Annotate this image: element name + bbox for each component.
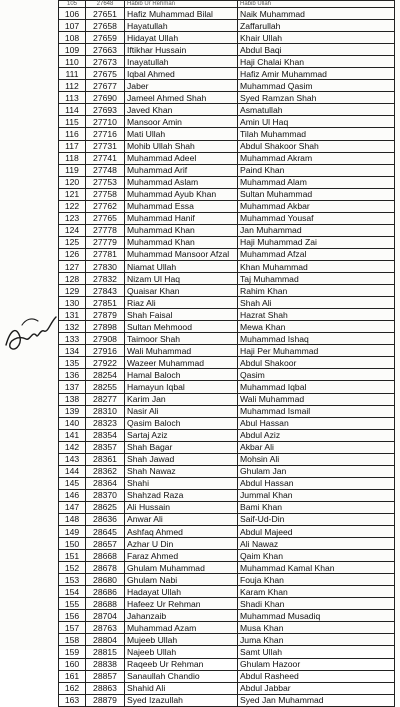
name-cell: Shahi — [125, 477, 238, 489]
table-row — [59, 140, 395, 152]
id-number-cell: 28361 — [86, 453, 125, 465]
id-number-cell: 27663 — [86, 44, 125, 56]
serial-number-cell: 125 — [59, 236, 86, 248]
father-name-cell: Amin Ul Haq — [238, 116, 395, 128]
father-name-cell: Akbar Ali — [238, 441, 395, 453]
id-number-cell: 27693 — [86, 104, 125, 116]
father-name-cell: Juma Khan — [238, 634, 395, 646]
table-row — [59, 248, 395, 260]
serial-number-cell: 121 — [59, 188, 86, 200]
father-name-cell: Muhammad Iqbal — [238, 381, 395, 393]
father-name-cell: Haji Chalai Khan — [238, 56, 395, 68]
id-number-cell: 27675 — [86, 68, 125, 80]
name-cell: Muhammad Essa — [125, 200, 238, 212]
table-row — [59, 634, 395, 646]
serial-number-cell: 161 — [59, 670, 86, 682]
table-row — [59, 465, 395, 477]
table-row — [59, 345, 395, 357]
name-cell: Mati Ullah — [125, 128, 238, 140]
handwritten-signature — [2, 295, 62, 365]
name-cell: Faraz Ahmed — [125, 550, 238, 562]
father-name-cell: Paind Khan — [238, 164, 395, 176]
father-name-cell: Abdul Aziz — [238, 429, 395, 441]
id-number-cell: 28863 — [86, 682, 125, 694]
name-cell: Inayatullah — [125, 56, 238, 68]
table-row — [59, 357, 395, 369]
serial-number-cell: 143 — [59, 453, 86, 465]
father-name-cell: Sultan Muhammad — [238, 188, 395, 200]
father-name-cell: Fouja Khan — [238, 574, 395, 586]
father-name-cell: Hafiz Amir Muhammad — [238, 68, 395, 80]
serial-number-cell: 135 — [59, 357, 86, 369]
table-row — [59, 260, 395, 272]
name-cell: Jameel Ahmed Shah — [125, 92, 238, 104]
serial-number-cell: 105 — [59, 1, 86, 8]
father-name-cell: Abdul Shakoor — [238, 357, 395, 369]
name-cell: Riaz Ali — [125, 297, 238, 309]
serial-number-cell: 160 — [59, 658, 86, 670]
table-row — [59, 128, 395, 140]
table-row — [59, 393, 395, 405]
id-number-cell: 28804 — [86, 634, 125, 646]
id-number-cell: 28680 — [86, 574, 125, 586]
name-cell: Muhammad Adeel — [125, 152, 238, 164]
father-name-cell: Abul Hassan — [238, 417, 395, 429]
table-row — [59, 309, 395, 321]
id-number-cell: 27753 — [86, 176, 125, 188]
father-name-cell: Qasim — [238, 369, 395, 381]
records-table — [58, 0, 395, 707]
name-cell: Quaisar Khan — [125, 285, 238, 297]
serial-number-cell: 134 — [59, 345, 86, 357]
serial-number-cell: 107 — [59, 20, 86, 32]
father-name-cell: Mewa Khan — [238, 321, 395, 333]
table-row — [59, 321, 395, 333]
father-name-cell: Asmatullah — [238, 104, 395, 116]
name-cell: Hamal Baloch — [125, 369, 238, 381]
name-cell: Niamat Ullah — [125, 260, 238, 272]
father-name-cell: Karam Khan — [238, 586, 395, 598]
table-row — [59, 489, 395, 501]
serial-number-cell: 128 — [59, 273, 86, 285]
name-cell: Wali Muhammad — [125, 345, 238, 357]
id-number-cell: 27779 — [86, 236, 125, 248]
table-row — [59, 212, 395, 224]
table-row — [59, 56, 395, 68]
table-row — [59, 44, 395, 56]
father-name-cell: Taj Muhammad — [238, 273, 395, 285]
name-cell: Shah Nawaz — [125, 465, 238, 477]
id-number-cell: 27843 — [86, 285, 125, 297]
id-number-cell: 27922 — [86, 357, 125, 369]
name-cell: Shah Faisal — [125, 309, 238, 321]
name-cell: Muhammad Khan — [125, 236, 238, 248]
serial-number-cell: 111 — [59, 68, 86, 80]
id-number-cell: 27851 — [86, 297, 125, 309]
name-cell: Taimoor Shah — [125, 333, 238, 345]
father-name-cell: Muhammad Afzal — [238, 248, 395, 260]
name-cell: Muhammad Aslam — [125, 176, 238, 188]
table-row — [59, 176, 395, 188]
id-number-cell: 27781 — [86, 248, 125, 260]
table-row — [59, 236, 395, 248]
id-number-cell: 27908 — [86, 333, 125, 345]
name-cell: Hadayat Ullah — [125, 586, 238, 598]
serial-number-cell: 139 — [59, 405, 86, 417]
name-cell: Muhammad Azam — [125, 622, 238, 634]
serial-number-cell: 148 — [59, 513, 86, 525]
id-number-cell: 28362 — [86, 465, 125, 477]
father-name-cell: Naik Muhammad — [238, 8, 395, 20]
table-row — [59, 80, 395, 92]
name-cell: Wazeer Muhammad — [125, 357, 238, 369]
serial-number-cell: 118 — [59, 152, 86, 164]
name-cell: Muhammad Ayub Khan — [125, 188, 238, 200]
id-number-cell: 27716 — [86, 128, 125, 140]
table-row — [59, 538, 395, 550]
id-number-cell: 28636 — [86, 513, 125, 525]
id-number-cell: 27731 — [86, 140, 125, 152]
table-row — [59, 152, 395, 164]
id-number-cell: 28763 — [86, 622, 125, 634]
id-number-cell: 27690 — [86, 92, 125, 104]
father-name-cell: Muhammad Akbar — [238, 200, 395, 212]
table-row — [59, 550, 395, 562]
father-name-cell: Abdul Majeed — [238, 526, 395, 538]
father-name-cell: Mohsin Ali — [238, 453, 395, 465]
serial-number-cell: 123 — [59, 212, 86, 224]
serial-number-cell: 162 — [59, 682, 86, 694]
table-row — [59, 32, 395, 44]
name-cell: Hafiz Muhammad Bilal — [125, 8, 238, 20]
serial-number-cell: 142 — [59, 441, 86, 453]
father-name-cell: Saif-Ud-Din — [238, 513, 395, 525]
serial-number-cell: 124 — [59, 224, 86, 236]
name-cell: Hamayun Iqbal — [125, 381, 238, 393]
serial-number-cell: 140 — [59, 417, 86, 429]
father-name-cell: Qaim Khan — [238, 550, 395, 562]
father-name-cell: Muhammad Qasim — [238, 80, 395, 92]
id-number-cell: 28704 — [86, 610, 125, 622]
name-cell: Muhammad Khan — [125, 224, 238, 236]
serial-number-cell: 156 — [59, 610, 86, 622]
father-name-cell: Jummal Khan — [238, 489, 395, 501]
name-cell: Mujeeb Ullah — [125, 634, 238, 646]
father-name-cell: Shadi Khan — [238, 598, 395, 610]
name-cell: Jahanzaib — [125, 610, 238, 622]
serial-number-cell: 144 — [59, 465, 86, 477]
name-cell: Hidayat Ullah — [125, 32, 238, 44]
serial-number-cell: 136 — [59, 369, 86, 381]
serial-number-cell: 137 — [59, 381, 86, 393]
father-name-cell: Muhammad Yousaf — [238, 212, 395, 224]
id-number-cell: 27651 — [86, 8, 125, 20]
serial-number-cell: 116 — [59, 128, 86, 140]
serial-number-cell: 120 — [59, 176, 86, 188]
id-number-cell: 27673 — [86, 56, 125, 68]
table-row — [59, 526, 395, 538]
name-cell: Sultan Mehmood — [125, 321, 238, 333]
serial-number-cell: 145 — [59, 477, 86, 489]
table-row — [59, 297, 395, 309]
id-number-cell: 27916 — [86, 345, 125, 357]
serial-number-cell: 159 — [59, 646, 86, 658]
table-row — [59, 8, 395, 20]
name-cell: Hafeez Ur Rehman — [125, 598, 238, 610]
serial-number-cell: 152 — [59, 562, 86, 574]
father-name-cell: Muhammad Kamal Khan — [238, 562, 395, 574]
table-row — [59, 610, 395, 622]
table-row — [59, 441, 395, 453]
id-number-cell: 27677 — [86, 80, 125, 92]
father-name-cell: Musa Khan — [238, 622, 395, 634]
id-number-cell: 27832 — [86, 273, 125, 285]
father-name-cell: Zaffarullah — [238, 20, 395, 32]
father-name-cell: Shah Ali — [238, 297, 395, 309]
serial-number-cell: 147 — [59, 501, 86, 513]
name-cell: Najeeb Ullah — [125, 646, 238, 658]
table-row — [59, 369, 395, 381]
father-name-cell: Habib Ullah — [238, 1, 395, 8]
father-name-cell: Jan Muhammad — [238, 224, 395, 236]
father-name-cell: Abdul Rasheed — [238, 670, 395, 682]
father-name-cell: Abdul Shakoor Shah — [238, 140, 395, 152]
id-number-cell: 28688 — [86, 598, 125, 610]
id-number-cell: 28838 — [86, 658, 125, 670]
serial-number-cell: 109 — [59, 44, 86, 56]
serial-number-cell: 141 — [59, 429, 86, 441]
father-name-cell: Haji Muhammad Zai — [238, 236, 395, 248]
table-row — [59, 501, 395, 513]
serial-number-cell: 130 — [59, 297, 86, 309]
serial-number-cell: 117 — [59, 140, 86, 152]
table-row — [59, 116, 395, 128]
serial-number-cell: 153 — [59, 574, 86, 586]
id-number-cell: 27659 — [86, 32, 125, 44]
father-name-cell: Muhammad Ismail — [238, 405, 395, 417]
name-cell: Anwar Ali — [125, 513, 238, 525]
father-name-cell: Samt Ullah — [238, 646, 395, 658]
serial-number-cell: 113 — [59, 92, 86, 104]
name-cell: Sanaullah Chandio — [125, 670, 238, 682]
father-name-cell: Muhammad Alam — [238, 176, 395, 188]
name-cell: Shahid Ali — [125, 682, 238, 694]
serial-number-cell: 163 — [59, 694, 86, 706]
serial-number-cell: 149 — [59, 526, 86, 538]
table-row — [59, 574, 395, 586]
id-number-cell: 27748 — [86, 164, 125, 176]
serial-number-cell: 106 — [59, 8, 86, 20]
id-number-cell: 28645 — [86, 526, 125, 538]
id-number-cell: 27898 — [86, 321, 125, 333]
id-number-cell: 27648 — [86, 1, 125, 8]
serial-number-cell: 108 — [59, 32, 86, 44]
father-name-cell: Tilah Muhammad — [238, 128, 395, 140]
id-number-cell: 28310 — [86, 405, 125, 417]
id-number-cell: 28277 — [86, 393, 125, 405]
serial-number-cell: 158 — [59, 634, 86, 646]
father-name-cell: Ghulam Hazoor — [238, 658, 395, 670]
serial-number-cell: 157 — [59, 622, 86, 634]
father-name-cell: Ali Nawaz — [238, 538, 395, 550]
serial-number-cell: 132 — [59, 321, 86, 333]
id-number-cell: 27762 — [86, 200, 125, 212]
serial-number-cell: 146 — [59, 489, 86, 501]
table-row — [59, 273, 395, 285]
name-cell: Sartaj Aziz — [125, 429, 238, 441]
id-number-cell: 28857 — [86, 670, 125, 682]
father-name-cell: Muhammad Musadiq — [238, 610, 395, 622]
name-cell: Ashfaq Ahmed — [125, 526, 238, 538]
name-cell: Iftikhar Hussain — [125, 44, 238, 56]
father-name-cell: Khair Ullah — [238, 32, 395, 44]
table-row — [59, 670, 395, 682]
name-cell: Shah Jawad — [125, 453, 238, 465]
table-row — [59, 658, 395, 670]
id-number-cell: 27710 — [86, 116, 125, 128]
table-row — [59, 405, 395, 417]
id-number-cell: 28678 — [86, 562, 125, 574]
table-row — [59, 104, 395, 116]
table-row — [59, 1, 395, 8]
serial-number-cell: 154 — [59, 586, 86, 598]
name-cell: Muhammad Arif — [125, 164, 238, 176]
table-row — [59, 200, 395, 212]
table-row — [59, 188, 395, 200]
serial-number-cell: 126 — [59, 248, 86, 260]
serial-number-cell: 115 — [59, 116, 86, 128]
serial-number-cell: 133 — [59, 333, 86, 345]
table-row — [59, 562, 395, 574]
serial-number-cell: 155 — [59, 598, 86, 610]
father-name-cell: Khan Muhammad — [238, 260, 395, 272]
table-row — [59, 429, 395, 441]
id-number-cell: 28668 — [86, 550, 125, 562]
id-number-cell: 28254 — [86, 369, 125, 381]
name-cell: Mansoor Amin — [125, 116, 238, 128]
table-row — [59, 285, 395, 297]
name-cell: Shah Bagar — [125, 441, 238, 453]
name-cell: Hayatullah — [125, 20, 238, 32]
table-row — [59, 224, 395, 236]
id-number-cell: 27758 — [86, 188, 125, 200]
id-number-cell: 27765 — [86, 212, 125, 224]
name-cell: Muhammad Mansoor Afzal — [125, 248, 238, 260]
table-row — [59, 622, 395, 634]
name-cell: Karim Jan — [125, 393, 238, 405]
id-number-cell: 28657 — [86, 538, 125, 550]
name-cell: Iqbal Ahmed — [125, 68, 238, 80]
table-row — [59, 477, 395, 489]
serial-number-cell: 110 — [59, 56, 86, 68]
name-cell: Jaber — [125, 80, 238, 92]
id-number-cell: 27778 — [86, 224, 125, 236]
name-cell: Nizam Ul Haq — [125, 273, 238, 285]
id-number-cell: 28625 — [86, 501, 125, 513]
serial-number-cell: 119 — [59, 164, 86, 176]
name-cell: Habib Ur Rehman — [125, 1, 238, 8]
table-row — [59, 682, 395, 694]
name-cell: Ghulam Nabi — [125, 574, 238, 586]
name-cell: Javed Khan — [125, 104, 238, 116]
father-name-cell: Abdul Jabbar — [238, 682, 395, 694]
table-row — [59, 92, 395, 104]
table-row — [59, 453, 395, 465]
name-cell: Azhar U Din — [125, 538, 238, 550]
serial-number-cell: 129 — [59, 285, 86, 297]
id-number-cell: 28357 — [86, 441, 125, 453]
table-row — [59, 598, 395, 610]
father-name-cell: Wali Muhammad — [238, 393, 395, 405]
table-row — [59, 20, 395, 32]
name-cell: Muhammad Hanif — [125, 212, 238, 224]
serial-number-cell: 151 — [59, 550, 86, 562]
serial-number-cell: 112 — [59, 80, 86, 92]
id-number-cell: 28364 — [86, 477, 125, 489]
id-number-cell: 28354 — [86, 429, 125, 441]
table-row — [59, 333, 395, 345]
father-name-cell: Rahim Khan — [238, 285, 395, 297]
father-name-cell: Ghulam Jan — [238, 465, 395, 477]
id-number-cell: 27879 — [86, 309, 125, 321]
father-name-cell: Haji Per Muhammad — [238, 345, 395, 357]
id-number-cell: 27830 — [86, 260, 125, 272]
serial-number-cell: 131 — [59, 309, 86, 321]
name-cell: Nasir Ali — [125, 405, 238, 417]
table-row — [59, 513, 395, 525]
father-name-cell: Abdul Baqi — [238, 44, 395, 56]
father-name-cell: Muhammad Akram — [238, 152, 395, 164]
id-number-cell: 28686 — [86, 586, 125, 598]
id-number-cell: 28255 — [86, 381, 125, 393]
serial-number-cell: 122 — [59, 200, 86, 212]
name-cell: Syed Izazullah — [125, 694, 238, 706]
table-row — [59, 586, 395, 598]
serial-number-cell: 138 — [59, 393, 86, 405]
father-name-cell: Syed Ramzan Shah — [238, 92, 395, 104]
table-row — [59, 694, 395, 706]
records-table-body — [59, 1, 395, 707]
name-cell: Ali Hussain — [125, 501, 238, 513]
table-row — [59, 68, 395, 80]
id-number-cell: 27741 — [86, 152, 125, 164]
father-name-cell: Syed Jan Muhammad — [238, 694, 395, 706]
father-name-cell: Abdul Hassan — [238, 477, 395, 489]
table-row — [59, 417, 395, 429]
table-row — [59, 164, 395, 176]
id-number-cell: 28879 — [86, 694, 125, 706]
father-name-cell: Hazrat Shah — [238, 309, 395, 321]
id-number-cell: 27658 — [86, 20, 125, 32]
father-name-cell: Muhammad Ishaq — [238, 333, 395, 345]
serial-number-cell: 150 — [59, 538, 86, 550]
name-cell: Shahzad Raza — [125, 489, 238, 501]
table-row — [59, 646, 395, 658]
id-number-cell: 28815 — [86, 646, 125, 658]
name-cell: Raqeeb Ur Rehman — [125, 658, 238, 670]
father-name-cell: Bami Khan — [238, 501, 395, 513]
name-cell: Ghulam Muhammad — [125, 562, 238, 574]
serial-number-cell: 127 — [59, 260, 86, 272]
id-number-cell: 28323 — [86, 417, 125, 429]
serial-number-cell: 114 — [59, 104, 86, 116]
name-cell: Qasim Baloch — [125, 417, 238, 429]
table-row — [59, 381, 395, 393]
id-number-cell: 28370 — [86, 489, 125, 501]
name-cell: Mohib Ullah Shah — [125, 140, 238, 152]
